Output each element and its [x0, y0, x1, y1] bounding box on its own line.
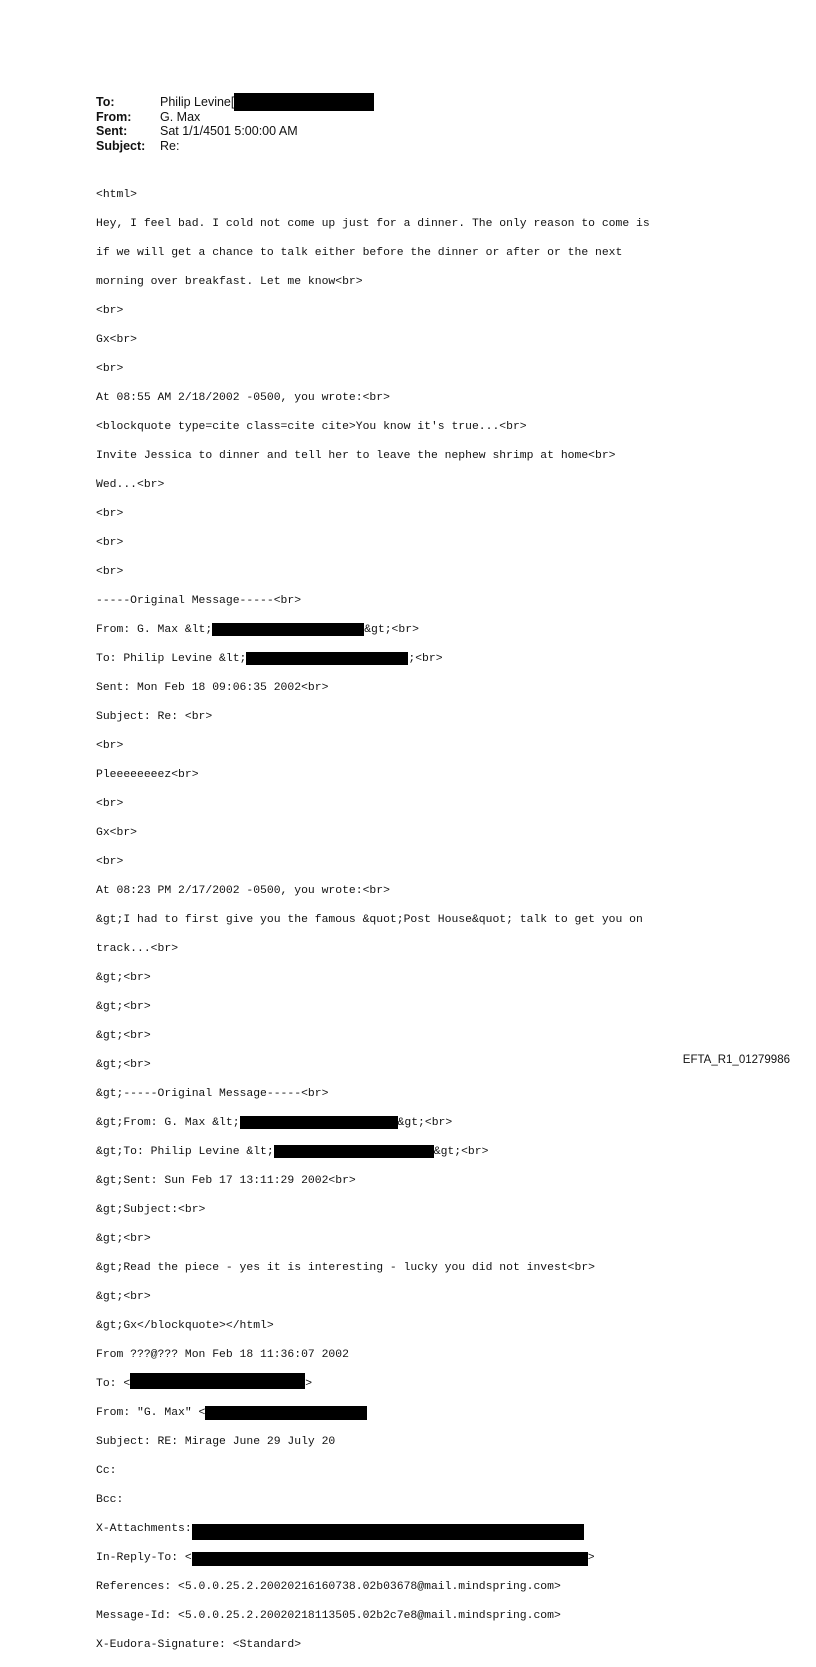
subject-label: Subject:: [96, 138, 146, 153]
body-line: Bcc:: [96, 1493, 124, 1506]
sent-label: Sent:: [96, 124, 128, 138]
body-line: <br>: [96, 507, 124, 520]
body-line: <br>: [96, 855, 124, 868]
body-line: Cc:: [96, 1464, 117, 1477]
body-text: To: <: [96, 1377, 131, 1390]
body-line: From ???@??? Mon Feb 18 11:36:07 2002: [96, 1348, 349, 1361]
body-line: [96, 623, 650, 638]
redaction-block: [192, 1524, 584, 1540]
body-line: References: <5.0.0.25.2.20020216160738.02b03678@mail.mindspring.com>: [96, 1580, 561, 1593]
body-line: [96, 1145, 650, 1160]
from-value: G. Max: [160, 109, 201, 124]
body-line: [96, 1522, 650, 1537]
redaction-block: [274, 1145, 434, 1158]
body-text: &gt;From: G. Max &lt;: [96, 1116, 240, 1129]
body-line: &gt;I had to first give you the famous &quot;Post House&quot; talk to get you on: [96, 913, 643, 926]
subject-value: Re:: [160, 138, 180, 153]
to-name: Philip Levine[: [160, 95, 235, 109]
body-line: <html>: [96, 188, 138, 201]
body-line: <br>: [96, 797, 124, 810]
body-text: &gt;To: Philip Levine &lt;: [96, 1145, 274, 1158]
body-line: Invite Jessica to dinner and tell her to leave the nephew shrimp at home<br>: [96, 449, 616, 462]
body-line: track...<br>: [96, 942, 179, 955]
body-line: &gt;Read the piece - yes it is interesting - lucky you did not invest<br>: [96, 1261, 595, 1274]
body-line: &gt;-----Original Message-----<br>: [96, 1087, 329, 1100]
email-body: [96, 173, 650, 1667]
body-text: In-Reply-To: <: [96, 1551, 192, 1564]
body-text: &gt;<br>: [433, 1145, 489, 1158]
document-id: EFTA_R1_01279986: [682, 1054, 790, 1066]
body-line: At 08:55 AM 2/18/2002 -0500, you wrote:<br>: [96, 391, 390, 404]
redaction-block: [130, 1373, 305, 1389]
body-text: From: "G. Max" <: [96, 1406, 206, 1419]
body-text: ;<br>: [408, 652, 443, 665]
body-line: At 08:23 PM 2/17/2002 -0500, you wrote:<br>: [96, 884, 390, 897]
body-line: Sent: Mon Feb 18 09:06:35 2002<br>: [96, 681, 329, 694]
redaction-block: [212, 623, 364, 636]
body-text: &gt;<br>: [364, 623, 419, 636]
redaction-block: [234, 93, 374, 111]
body-line: [96, 1406, 650, 1421]
body-line: &gt;<br>: [96, 971, 151, 984]
body-line: Subject: Re: <br>: [96, 710, 213, 723]
redaction-block: [205, 1406, 367, 1420]
body-line: Gx<br>: [96, 333, 138, 346]
body-line: morning over breakfast. Let me know<br>: [96, 275, 363, 288]
body-line: X-Eudora-Signature: <Standard>: [96, 1638, 302, 1651]
body-text: &gt;<br>: [397, 1116, 453, 1129]
body-line: <br>: [96, 304, 124, 317]
body-text: >: [587, 1551, 595, 1564]
body-line: &gt;Sent: Sun Feb 17 13:11:29 2002<br>: [96, 1174, 356, 1187]
body-line: &gt;Subject:<br>: [96, 1203, 206, 1216]
body-line: &gt;Gx</blockquote></html>: [96, 1319, 274, 1332]
body-line: [96, 1551, 650, 1566]
body-line: <br>: [96, 565, 124, 578]
body-line: [96, 1377, 650, 1392]
body-line: if we will get a chance to talk either before the dinner or after or the next: [96, 246, 623, 259]
body-line: &gt;<br>: [96, 1232, 151, 1245]
body-line: &gt;<br>: [96, 1000, 151, 1013]
body-line: &gt;<br>: [96, 1058, 151, 1071]
to-label: To:: [96, 95, 115, 109]
body-line: Hey, I feel bad. I cold not come up just for a dinner. The only reason to come is: [96, 217, 650, 230]
body-line: <br>: [96, 739, 124, 752]
body-line: [96, 652, 650, 667]
body-line: <br>: [96, 362, 124, 375]
body-line: <blockquote type=cite class=cite cite>You know it's true...<br>: [96, 420, 527, 433]
sent-value: Sat 1/1/4501 5:00:00 AM: [160, 124, 298, 138]
body-line: -----Original Message-----<br>: [96, 594, 302, 607]
body-line: &gt;<br>: [96, 1029, 151, 1042]
body-line: Subject: RE: Mirage June 29 July 20: [96, 1435, 336, 1448]
body-line: &gt;<br>: [96, 1290, 151, 1303]
body-line: [96, 1116, 650, 1131]
body-text: From: G. Max &lt;: [96, 623, 213, 636]
body-line: <br>: [96, 536, 124, 549]
body-text: X-Attachments:: [96, 1522, 192, 1535]
body-text: To: Philip Levine &lt;: [96, 652, 247, 665]
from-label: From:: [96, 109, 132, 124]
body-line: Pleeeeeeeez<br>: [96, 768, 199, 781]
body-line: Wed...<br>: [96, 478, 165, 491]
redaction-block: [246, 652, 408, 665]
body-line: Message-Id: <5.0.0.25.2.20020218113505.02b2c7e8@mail.mindspring.com>: [96, 1609, 561, 1622]
redaction-block: [192, 1552, 588, 1566]
body-text: >: [305, 1377, 313, 1390]
body-line: Gx<br>: [96, 826, 138, 839]
redaction-block: [240, 1116, 398, 1129]
